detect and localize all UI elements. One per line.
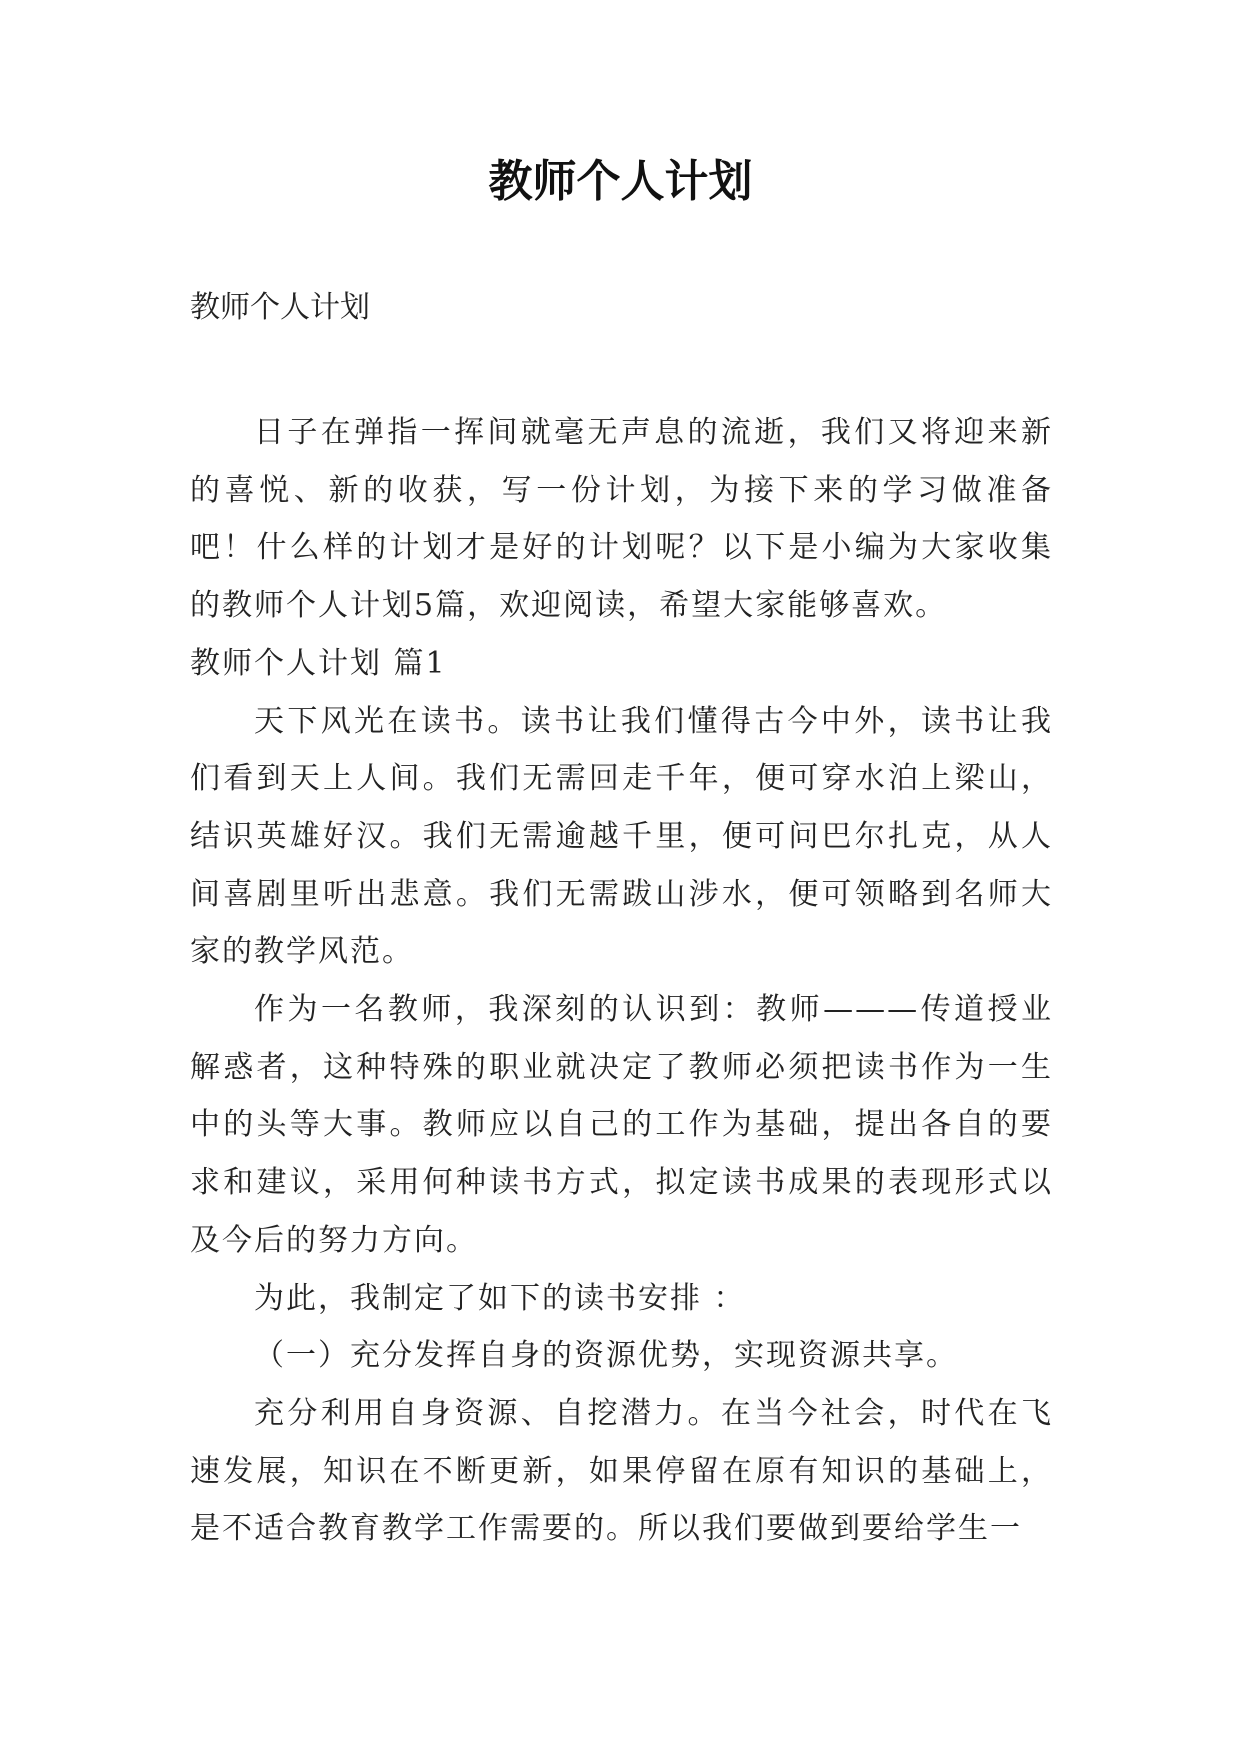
document-subtitle: 教师个人计划 <box>190 290 370 325</box>
body-paragraph: 作为一名教师，我深刻的认识到：教师———传道授业解惑者，这种特殊的职业就决定了教师必须把读书作为一生中的头等大事。教师应以自己的工作为基础，提出各自的要求和建议，采用何种读书方式，拟定读书成果的表现形式以及今后的努力方向。 <box>190 992 1053 1258</box>
document-body <box>190 404 1053 1558</box>
document-title: 教师个人计划 <box>488 156 753 207</box>
intro-paragraph: 日子在弹指一挥间就毫无声息的流逝，我们又将迎来新的喜悦、新的收获，写一份计划，为接下来的学习做准备吧！什么样的计划才是好的计划呢？以下是小编为大家收集的教师个人计划5篇，欢迎阅读，希望大家能够喜欢。 <box>190 415 1053 624</box>
subsection-heading: （一）充分发挥自身的资源优势，实现资源共享。 <box>254 1338 958 1374</box>
body-paragraph: 充分利用自身资源、自挖潜力。在当今社会，时代在飞速发展，知识在不断更新，如果停留在原有知识的基础上，是不适合教育教学工作需要的。所以我们要做到要给学生一 <box>190 1395 1053 1547</box>
section-heading: 教师个人计划 篇1 <box>190 645 447 681</box>
body-paragraph: 天下风光在读书。读书让我们懂得古今中外，读书让我们看到天上人间。我们无需回走千年，便可穿水泊上梁山，结识英雄好汉。我们无需逾越千里，便可问巴尔扎克，从人间喜剧里听出悲意。我们无需跋山涉水，便可领略到名师大家的教学风范。 <box>190 703 1053 970</box>
body-paragraph: 为此，我制定了如下的读书安排 ： <box>254 1280 746 1316</box>
